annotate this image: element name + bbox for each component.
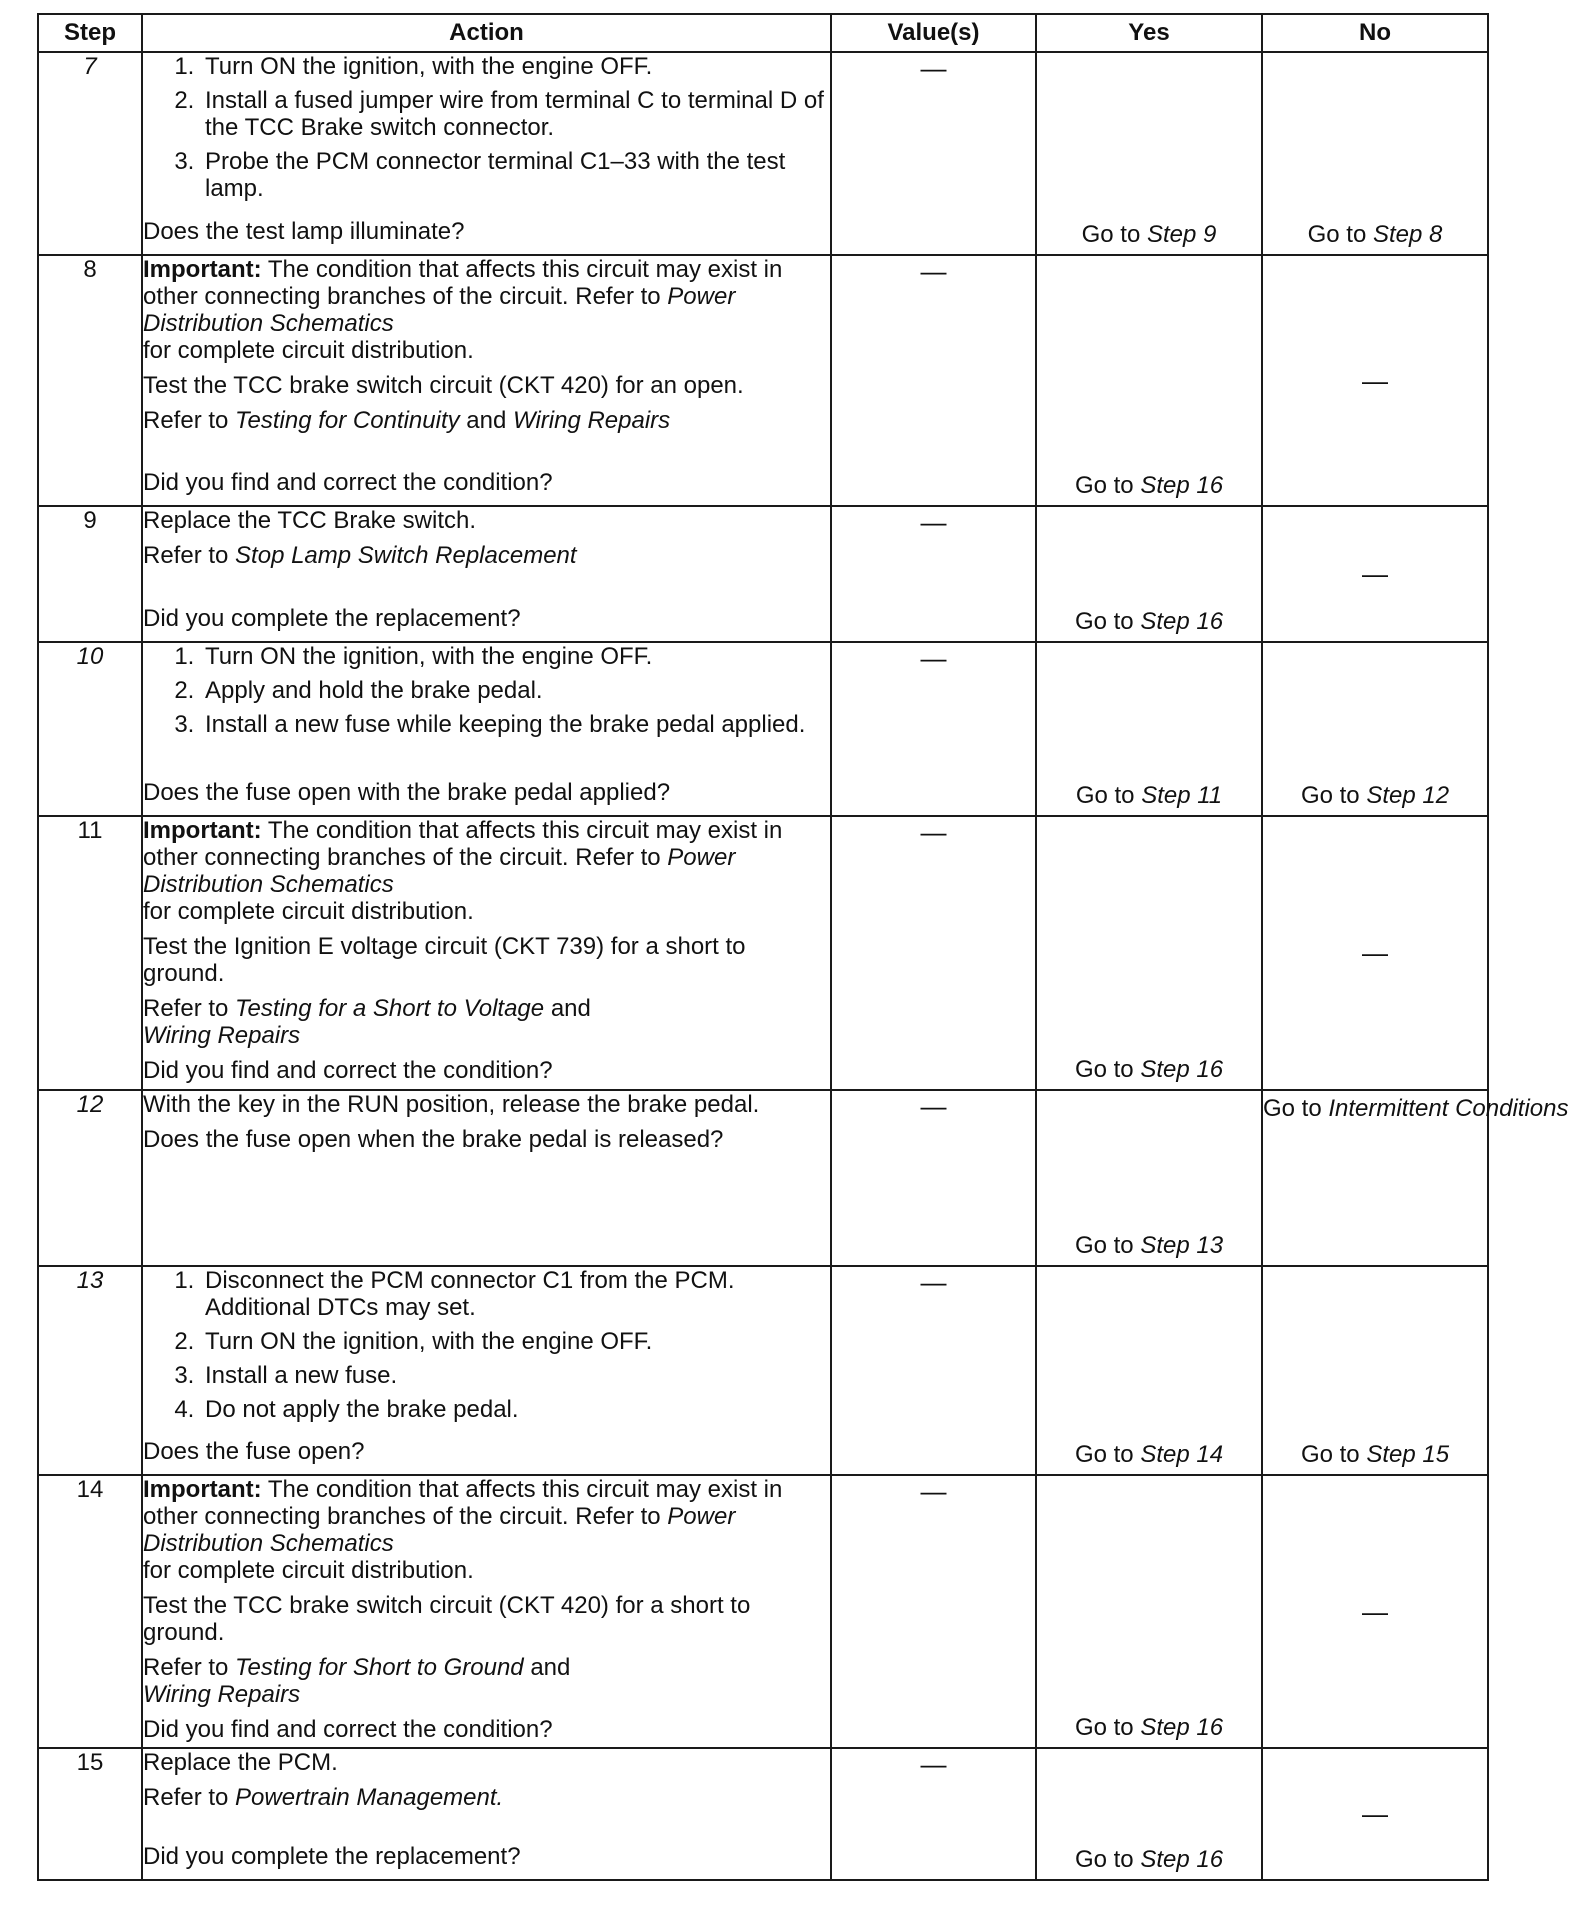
step-number: 12 [38, 1090, 142, 1266]
table-row [38, 1748, 1488, 1880]
step-link[interactable]: Step 15 [1366, 1441, 1450, 1468]
no-cell [1262, 816, 1488, 1090]
action-cell [142, 1748, 831, 1880]
action-cell [142, 642, 831, 816]
action-step: 3. Probe the PCM connector terminal C1–33 with the test lamp. [201, 148, 830, 202]
doc-link[interactable]: Power Distribution Schematics [143, 283, 736, 337]
no-dash: — [1362, 1798, 1388, 1829]
refer-text: Refer to Stop Lamp Switch Replacement [143, 542, 577, 569]
action-step: 2. Install a fused jumper wire from terminal C to terminal D of the TCC Brake switch connector. [201, 87, 830, 141]
action-question: Does the fuse open with the brake pedal applied? [143, 779, 671, 806]
yes-cell [1036, 52, 1262, 255]
no-cell [1262, 1266, 1488, 1475]
action-question: Did you find and correct the condition? [143, 1057, 553, 1084]
doc-link[interactable]: Intermittent Conditions [1328, 1095, 1569, 1122]
action-step: 1. Disconnect the PCM connector C1 from the PCM. Additional DTCs may set. [201, 1267, 830, 1321]
yes-cell [1036, 816, 1262, 1090]
no-cell [1262, 1090, 1569, 1266]
yes-goto: Go to Step 16 [1074, 1056, 1224, 1083]
action-step: 4. Do not apply the brake pedal. [201, 1396, 830, 1423]
table-row [38, 1266, 1488, 1475]
refer-text: Refer to Testing for Continuity and Wiring Repairs [143, 407, 671, 434]
col-header-yes: Yes [1036, 14, 1262, 52]
no-cell [1262, 52, 1488, 255]
step-link[interactable]: Step 9 [1146, 221, 1217, 248]
no-goto: Go to Step 8 [1307, 221, 1443, 248]
action-text: Test the TCC brake switch circuit (CKT 420) for a short to ground. [143, 1592, 751, 1646]
step-number: 9 [38, 506, 142, 642]
action-cell [142, 1266, 831, 1475]
no-dash: — [1362, 1596, 1388, 1626]
action-step: 1. Turn ON the ignition, with the engine OFF. [201, 53, 830, 80]
refer-text: Refer to Testing for Short to Ground and Wiring Repairs [143, 1654, 571, 1708]
yes-cell [1036, 1090, 1262, 1266]
yes-cell [1036, 1748, 1262, 1880]
table-row [38, 52, 1488, 255]
no-cell [1262, 642, 1488, 816]
step-number: 8 [38, 255, 142, 506]
doc-link[interactable]: Stop Lamp Switch Replacement [235, 542, 577, 569]
action-text: Test the TCC brake switch circuit (CKT 420) for an open. [143, 372, 744, 399]
step-link[interactable]: Step 8 [1372, 221, 1443, 248]
no-cell [1262, 1748, 1488, 1880]
table-row [38, 1090, 1488, 1266]
action-step: 3. Install a new fuse. [201, 1362, 830, 1389]
important-note: Important: The condition that affects this circuit may exist in other connecting branches of the circuit. Refer to Power Distribution Schematics for complete circuit distribution. [143, 1476, 783, 1584]
step-link[interactable]: Step 16 [1140, 472, 1224, 499]
action-steps [143, 1267, 830, 1430]
col-header-no: No [1262, 14, 1488, 52]
refer-text: Refer to Testing for a Short to Voltage and Wiring Repairs [143, 995, 591, 1049]
no-dash: — [1362, 937, 1388, 968]
action-cell [142, 52, 831, 255]
table-row [38, 1475, 1488, 1748]
col-header-step: Step [38, 14, 142, 52]
table-row [38, 255, 1488, 506]
action-question: Does the fuse open when the brake pedal is released? [143, 1126, 724, 1153]
step-number: 13 [38, 1266, 142, 1475]
action-cell [142, 816, 831, 1090]
action-question: Does the test lamp illuminate? [143, 218, 465, 245]
yes-goto: Go to Step 11 [1075, 782, 1223, 809]
table-row [38, 816, 1488, 1090]
action-step: 2. Apply and hold the brake pedal. [201, 677, 830, 704]
doc-link[interactable]: Power Distribution Schematics [143, 1503, 736, 1557]
action-text: Replace the PCM. [143, 1749, 338, 1776]
doc-link[interactable]: Wiring Repairs [143, 1022, 301, 1049]
value-cell: — [831, 1748, 1036, 1880]
doc-link[interactable]: Wiring Repairs [513, 407, 671, 434]
step-number: 15 [38, 1748, 142, 1880]
no-dash: — [1362, 365, 1388, 395]
yes-cell [1036, 1266, 1262, 1475]
yes-goto: Go to Step 16 [1074, 1714, 1224, 1741]
table-row [38, 642, 1488, 816]
action-step: 2. Turn ON the ignition, with the engine OFF. [201, 1328, 830, 1355]
step-link[interactable]: Step 16 [1140, 1714, 1224, 1741]
doc-link[interactable]: Testing for Short to Ground [235, 1654, 524, 1681]
step-link[interactable]: Step 14 [1140, 1441, 1224, 1468]
action-question: Did you find and correct the condition? [143, 469, 553, 496]
yes-goto: Go to Step 16 [1074, 472, 1224, 499]
action-text: With the key in the RUN position, release the brake pedal. [143, 1091, 760, 1118]
value-cell: — [831, 1090, 1036, 1266]
action-question: Does the fuse open? [143, 1438, 365, 1465]
col-header-values: Value(s) [831, 14, 1036, 52]
refer-text: Refer to Powertrain Management. [143, 1784, 504, 1811]
no-goto: Go to Step 15 [1300, 1441, 1450, 1468]
no-cell [1262, 255, 1488, 506]
action-text: Replace the TCC Brake switch. [143, 507, 477, 534]
action-cell [142, 1475, 831, 1748]
no-goto: Go to Intermittent Conditions [1263, 1095, 1569, 1122]
table-row [38, 506, 1488, 642]
yes-cell [1036, 642, 1262, 816]
doc-link[interactable]: Testing for a Short to Voltage [235, 995, 545, 1022]
action-cell [142, 1090, 831, 1266]
yes-goto: Go to Step 16 [1074, 608, 1224, 635]
no-cell [1262, 1475, 1488, 1748]
action-text: Test the Ignition E voltage circuit (CKT 739) for a short to ground. [143, 933, 746, 987]
doc-link[interactable]: Wiring Repairs [143, 1681, 301, 1708]
step-number: 11 [38, 816, 142, 1090]
action-steps [143, 53, 830, 209]
step-link[interactable]: Step 16 [1140, 1846, 1224, 1873]
step-link[interactable]: Step 13 [1140, 1232, 1224, 1259]
step-number: 7 [38, 52, 142, 255]
diagnostic-table [37, 13, 1569, 1881]
action-step: 1. Turn ON the ignition, with the engine OFF. [201, 643, 830, 670]
action-question: Did you complete the replacement? [143, 1843, 521, 1870]
step-link[interactable]: Step 16 [1140, 1056, 1224, 1083]
step-number: 10 [38, 642, 142, 816]
col-header-action: Action [142, 14, 831, 52]
action-steps [143, 643, 830, 745]
no-goto: Go to Step 12 [1300, 782, 1450, 809]
doc-link[interactable]: Powertrain Management. [235, 1784, 504, 1811]
action-question: Did you complete the replacement? [143, 605, 521, 632]
value-cell: — [831, 816, 1036, 1090]
value-cell: — [831, 642, 1036, 816]
step-link[interactable]: Step 11 [1141, 782, 1223, 809]
step-link[interactable]: Step 12 [1366, 782, 1450, 809]
no-cell [1262, 506, 1488, 642]
yes-goto: Go to Step 14 [1074, 1441, 1224, 1468]
action-cell [142, 506, 831, 642]
step-number: 14 [38, 1475, 142, 1748]
yes-cell [1036, 1475, 1262, 1748]
doc-link[interactable]: Testing for Continuity [235, 407, 460, 434]
action-cell [142, 255, 831, 506]
value-cell: — [831, 52, 1036, 255]
yes-goto: Go to Step 13 [1074, 1232, 1224, 1259]
yes-cell [1036, 255, 1262, 506]
action-question: Did you find and correct the condition? [143, 1716, 553, 1743]
yes-cell [1036, 506, 1262, 642]
value-cell: — [831, 1475, 1036, 1748]
yes-goto: Go to Step 16 [1074, 1846, 1224, 1873]
action-step: 3. Install a new fuse while keeping the brake pedal applied. [201, 711, 830, 738]
important-note: Important: The condition that affects this circuit may exist in other connecting branches of the circuit. Refer to Power Distribution Schematics for complete circuit distribution. [143, 817, 783, 925]
important-note: Important: The condition that affects this circuit may exist in other connecting branches of the circuit. Refer to Power Distribution Schematics for complete circuit distribution. [143, 256, 783, 364]
value-cell: — [831, 1266, 1036, 1475]
step-link[interactable]: Step 16 [1140, 608, 1224, 635]
no-dash: — [1362, 558, 1388, 589]
value-cell: — [831, 255, 1036, 506]
yes-goto: Go to Step 9 [1081, 221, 1217, 248]
value-cell: — [831, 506, 1036, 642]
doc-link[interactable]: Power Distribution Schematics [143, 844, 736, 898]
header-row [38, 14, 1488, 52]
